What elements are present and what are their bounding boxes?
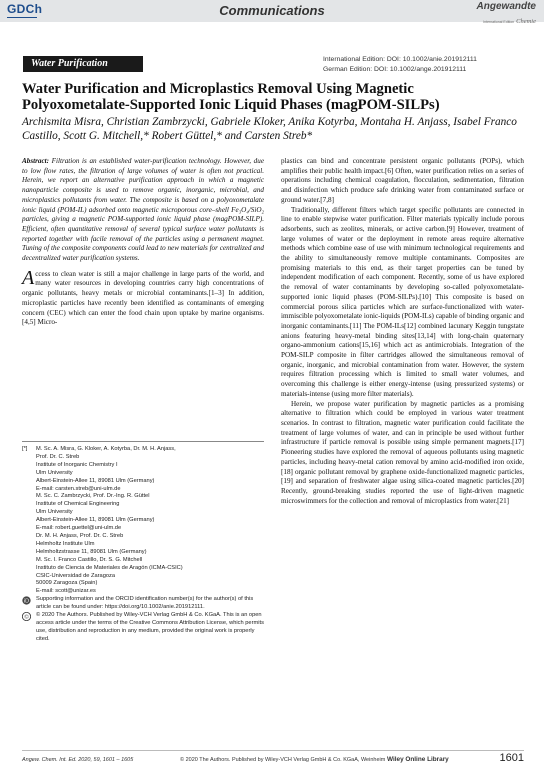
affiliation-line: 50009 Zaragoza (Spain): [36, 580, 98, 587]
affiliation-line: M. Sc. C. Zambrzycki, Prof. Dr.-Ing. R. Güttel: [36, 493, 150, 500]
supporting-info-note: [23, 596, 264, 612]
affiliation-line: Helmholtzstrasse 11, 89081 Ulm (Germany): [36, 548, 147, 555]
footer-citation: Angew. Chem. Int. Ed. 2020, 59, 1601 – 1605: [22, 757, 134, 763]
affiliation-line: Helmholtz Institute Ulm: [36, 540, 95, 547]
body-paragraph-2: Traditionally, different filters which target specific pollutants are connected in line to enable stepwise water purification. Filter materials typically include porous adsorbents, such as zeolites, minerals, or active carbon.[9] However, treatment of large volumes of water or the deployment in remote areas require alternative methods which combine ease of use with minimum technological requirements and the ability to simultaneously remove multiple contaminants. Composites are promising materials to this end, as their target properties can be tuned by independent modification of each component. Recently, some of us have explored the removal of water contaminants by developing so-called polyoxometalate-supported ionic liquid phases (POM-SILPs).[10] This composite is based on commercial porous silica particles which are surface-functionalized with water-immiscible polyoxometalate ionic-liquids (POM-ILs) capable of binding organic and inorganic contaminants.[11] The POM-ILs[12] combined lacunary Keggin tungstate anions featuring heavy-metal binding sites[13,14] with long-chain quaternary organo-ammonium cations[15,16] which act as antimicrobials. Integration of the POM-SILP composite in filter cartridges allowed the simultaneous removal of organic, inorganic, and microbial contamination from water. However, the system requires filtration processing which is limited to small water volumes, and overcoming this challenge is either energy-intense (using pressurized systems) or materials-intense (using more filter materials).: [281, 205, 524, 398]
intro-text: ccess to clean water is still a major challenge in large parts of the world, and many water resources in developing countries carry high concentrations of organic pollutants, heavy metals or microbial contaminants.[1–3] In addition, microplastic particles have recently been identified as contaminants of emerging concern (CEC) which can enter the food chain upon uptake by marine organisms.[4,5] Micro-: [22, 269, 264, 327]
angewandte-logo: [477, 1, 536, 28]
footer-divider: [22, 750, 524, 751]
open-access-icon: [22, 612, 31, 621]
affiliation-line: Ulm University: [36, 469, 73, 476]
orcid-icon: [22, 596, 31, 605]
svg-text:©: ©: [24, 614, 29, 621]
doi-block: [323, 55, 523, 74]
topic-tag-label: Water Purification: [31, 58, 108, 69]
topic-tag: [23, 56, 143, 72]
affiliation-line: Albert-Einstein-Allee 11, 89081 Ulm (Germany): [36, 517, 155, 524]
footer-copyright: © 2020 The Authors. Published by Wiley-VCH Verlag GmbH & Co. KGaA, Weinheim: [180, 757, 386, 763]
abstract-text: Filtration is an established water-purification technology. However, due to low flow rates, the filtration of large volumes of water is often not practical. Herein, we report an alternative purification approach in which a magnetic nanoparticle composite is used to remove organic, inorganic, microbial, and microplastics pollutants from water. The composite is based on a polyoxometalate ionic liquid (POM-IL) adsorbed onto magnetic microporous core–shell Fe₃O₄/SiO₂ particles, giving a magnetic POM-supported ionic liquid phase (magPOM-SILP). Efficient, often quantitative removal of several typical surface water pollutants is reported together with facile removal of the particles using a permanent magnet. Tuning of the composite components could lead to new materials for centralized and decentralized water purification systems.: [22, 157, 264, 263]
angewandte-logo-text: Angewandte: [476, 1, 536, 12]
left-column: [22, 157, 264, 328]
affiliation-line: CSIC-Universidad de Zaragoza: [36, 572, 116, 579]
footnote-divider: [22, 441, 264, 442]
body-paragraph-3: Herein, we propose water purification by magnetic particles as a promising alternative to filtration which could be employed in various water treatment scenarios. In contrast to filtration, magnetic water purification could facilitate the treatment of large volumes of water, and can in principle be used without further infrastructure if particle removal is possible using simple permanent magnets.[17] Pioneering studies have explored the removal of aqueous pollutants using magnetic particles, including heavy-metal cation removal by amino acid-modified iron oxide,[18] organic pollutant removal by graphene oxide-functionalized magnetic particles,[19] and separation of freshwater algae using silica-coated magnetic particles.[20] Recently, ground-breaking studies reported the use of light-driven magnetic microswimmers for the collection and removal of microplastics from water.[21]: [281, 399, 524, 505]
doi-international[interactable]: International Edition: DOI: 10.1002/anie.201912111: [323, 56, 477, 63]
affiliation-line: M. Sc. I. Franco Castillo, Dr. S. G. Mitchell: [36, 556, 143, 563]
affiliation-line: Institute of Chemical Engineering: [36, 501, 120, 508]
affiliation-line[interactable]: E-mail: robert.guettel@uni-ulm.de: [36, 525, 122, 532]
right-column: [281, 157, 524, 506]
svg-text:iD: iD: [23, 598, 30, 605]
affiliation-line: Institute of Inorganic Chemistry I: [36, 461, 118, 468]
doi-german[interactable]: German Edition: DOI: 10.1002/ange.201912111: [323, 65, 467, 73]
abstract: [22, 157, 264, 264]
footnote-marker: [*]: [22, 446, 28, 452]
drop-cap: A: [22, 266, 35, 289]
affiliation-line: Ulm University: [36, 509, 73, 516]
intro-paragraph: [22, 266, 264, 328]
body-paragraph-1: plastics can bind and concentrate persistent organic pollutants (POPs), which amplifies their public health impact.[6] Often, water purification relies on a series of operations including chemical coagulation, flocculation, sedimentation, filtration and disinfection which produce safe drinking water from contaminated surface or ground water.[7,8]: [281, 157, 524, 204]
section-title: Communications: [219, 3, 325, 18]
angewandte-logo-subtitle: International Edition: [483, 20, 515, 24]
abstract-label: Abstract:: [22, 157, 49, 165]
affiliation-line[interactable]: E-mail: carsten.streb@uni-ulm.de: [36, 485, 121, 492]
author-footnotes: [22, 446, 264, 644]
page-number: 1601: [499, 752, 524, 764]
affiliation-line: M. Sc. A. Misra, G. Kloker, A. Kotyrba, Dr. M. H. Anjass,: [36, 446, 176, 452]
supporting-info-text: Supporting information and the ORCID identification number(s) for the author(s) of this article can be found under: https://doi.org/10.1002/anie.201912111.: [36, 596, 254, 611]
affiliation-line[interactable]: E-mail: scott@unizar.es: [36, 588, 96, 595]
copyright-note: [24, 612, 264, 644]
article-title: Water Purification and Microplastics Removal Using Magnetic Polyoxometalate-Supported Ionic Liquid Phases (magPOM-SILPs): [22, 81, 440, 113]
affiliation-line: Dr. M. H. Anjass, Prof. Dr. C. Streb: [36, 532, 124, 539]
affiliation-line: Albert-Einstein-Allee 11, 89081 Ulm (Germany): [36, 477, 155, 484]
gdch-logo-text: GDCh: [7, 2, 43, 16]
affiliation-line: Prof. Dr. C. Streb: [36, 453, 80, 460]
author-list: Archismita Misra, Christian Zambrzycki, Gabriele Kloker, Anika Kotyrba, Montaha H. Anjass, Isabel Franco Castillo, Scott G. Mitchell,* Robert Güttel,* and Carsten Streb*: [22, 116, 517, 142]
affiliation-line: Instituto de Ciencia de Materiales de Aragón (ICMA-CSIC): [36, 564, 183, 571]
affiliation-list: [36, 446, 264, 596]
angewandte-logo-chemie: Chemie: [516, 18, 536, 25]
gdch-logo: [7, 2, 42, 18]
copyright-text: © 2020 The Authors. Published by Wiley-VCH Verlag GmbH & Co. KGaA. This is an open access article under the terms of the Creative Commons Attribution License, which permits use, distribution and reproduction in any medium, provided the original work is properly cited.: [36, 612, 264, 642]
wiley-online-library-link[interactable]: Wiley Online Library: [387, 756, 449, 763]
